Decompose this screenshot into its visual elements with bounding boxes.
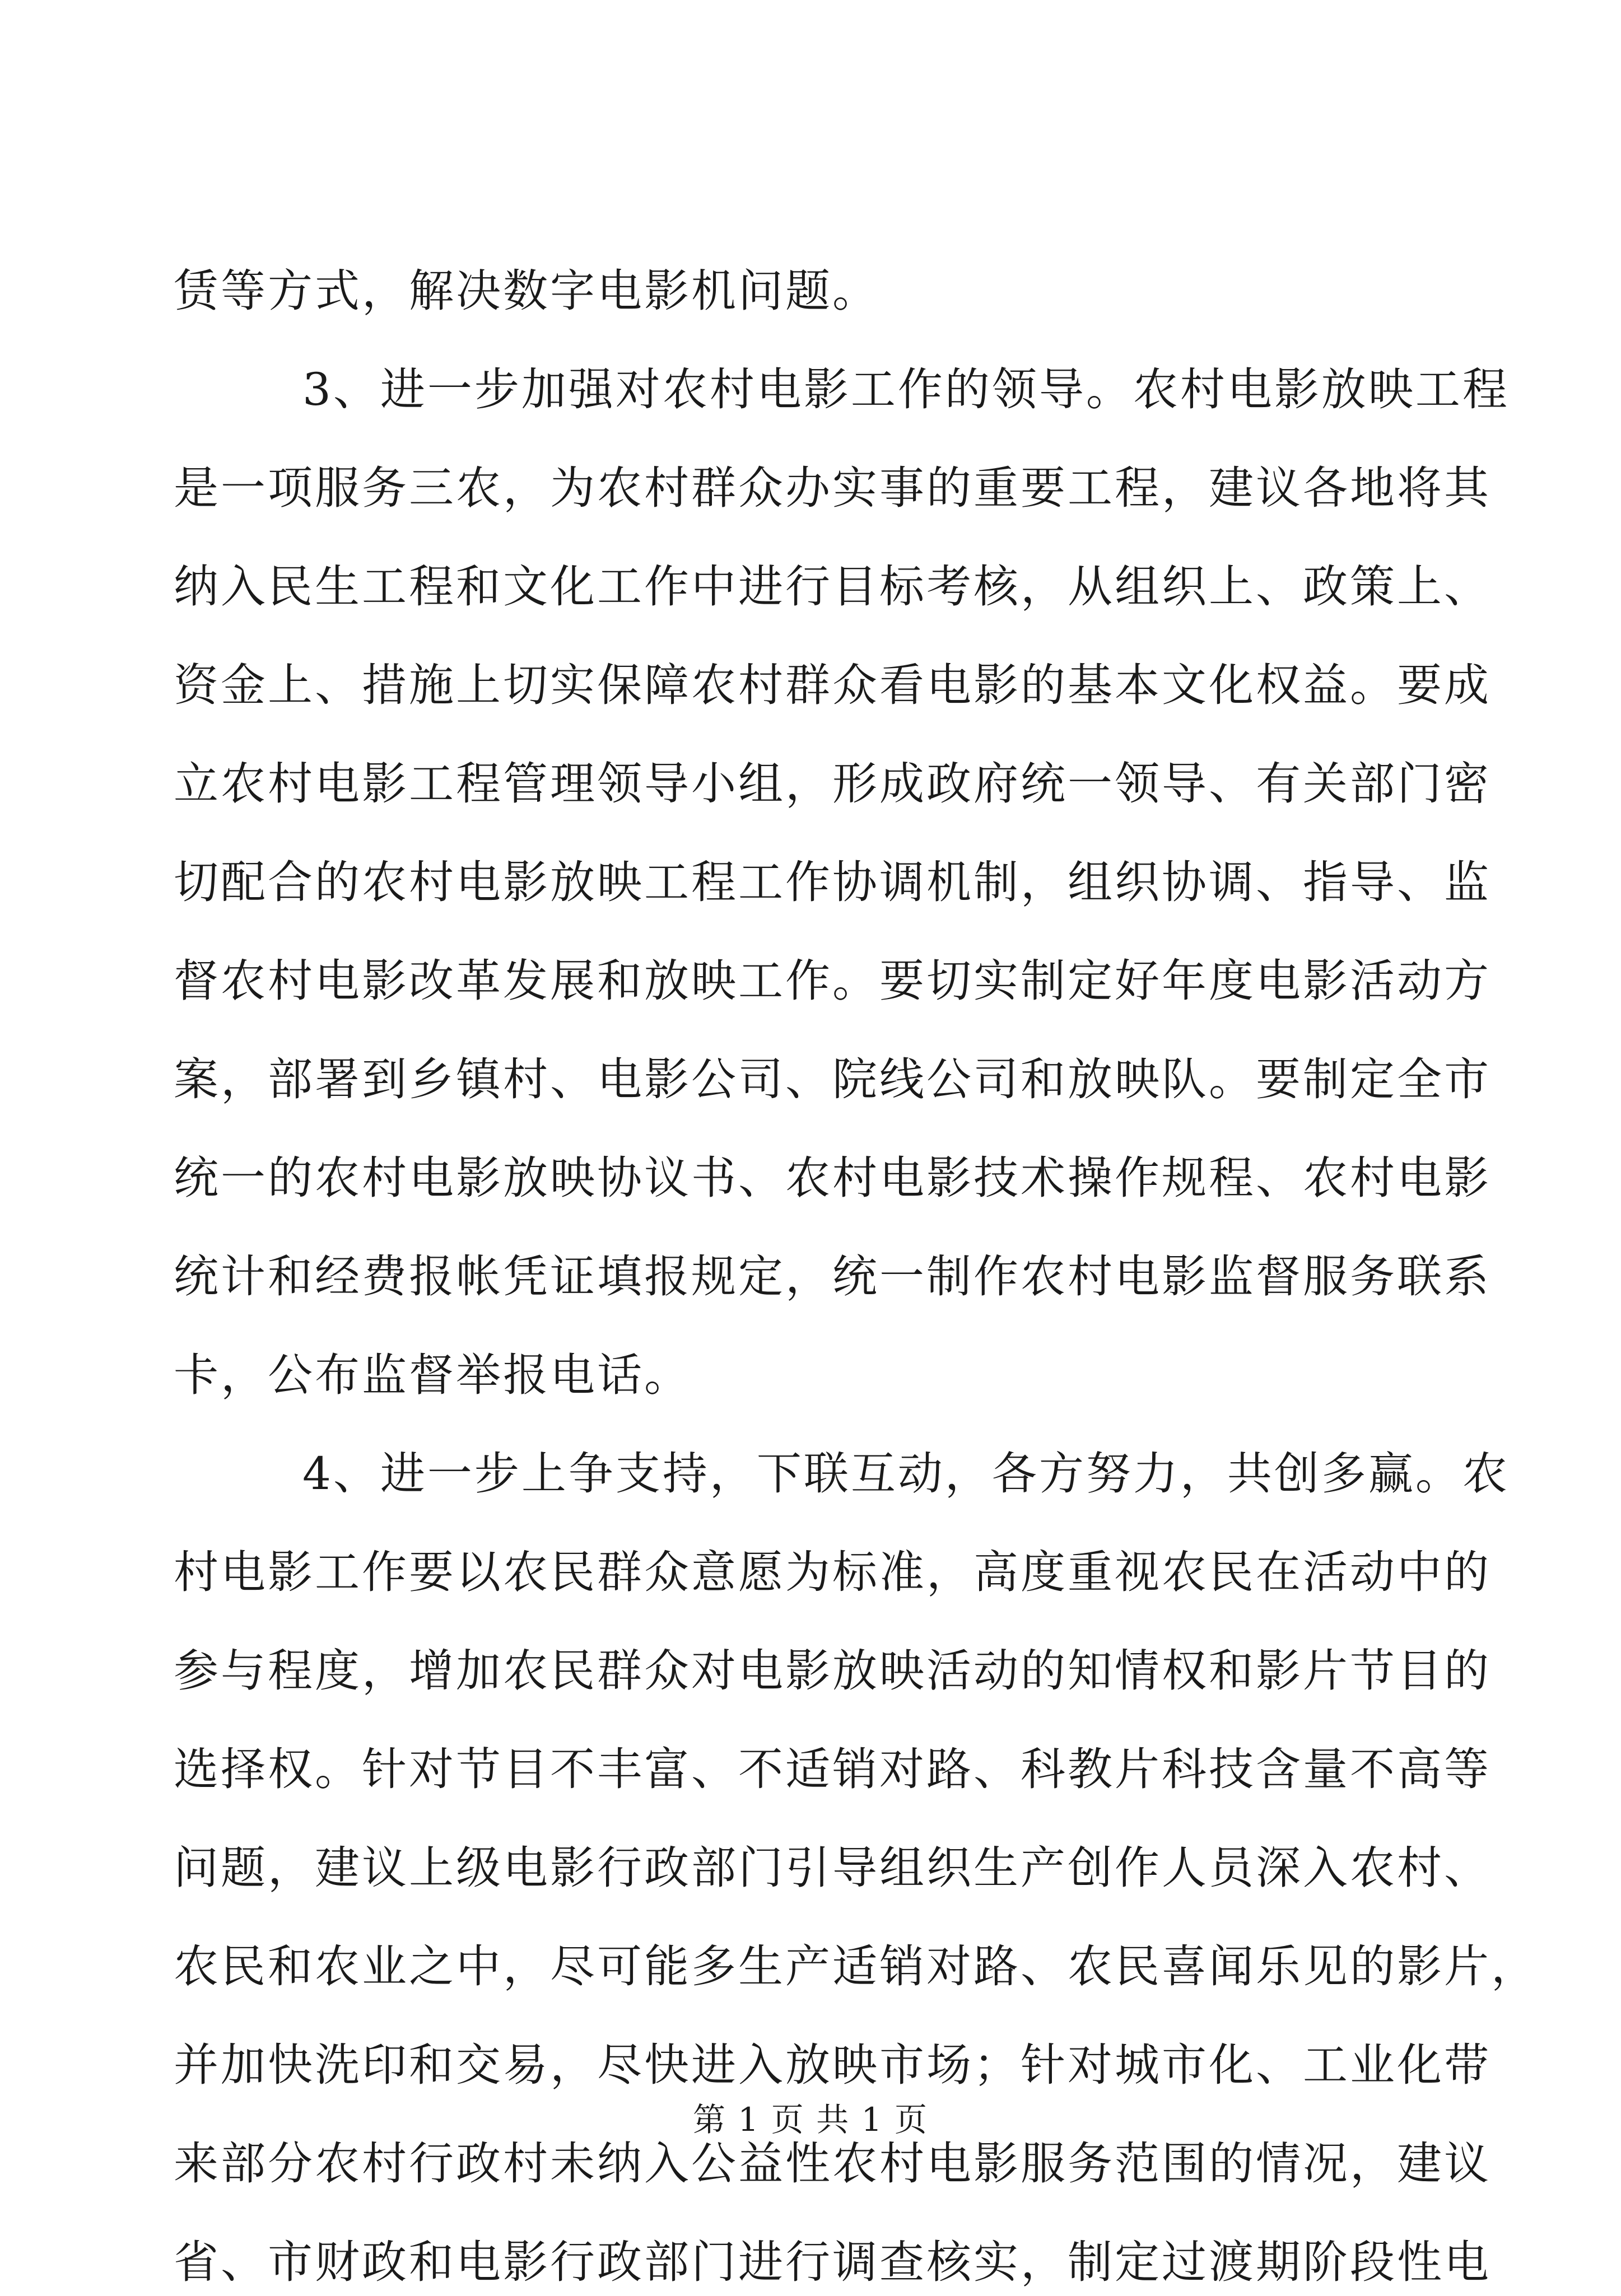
page-number-footer: 第 1 页 共 1 页	[693, 2101, 928, 2139]
text-line: 来部分农村行政村未纳入公益性农村电影服务范围的情况，建议	[174, 2138, 1491, 2190]
text-line: 选择权。针对节目不丰富、不适销对路、科教片科技含量不高等	[174, 1743, 1491, 1795]
text-line: 统一的农村电影放映协议书、农村电影技术操作规程、农村电影	[174, 1152, 1491, 1204]
text-line: 赁等方式，解决数字电影机问题。	[174, 265, 879, 317]
text-line: 农民和农业之中，尽可能多生产适销对路、农民喜闻乐见的影片，	[174, 1940, 1538, 1992]
text-line: 村电影工作要以农民群众意愿为标准，高度重视农民在活动中的	[174, 1546, 1491, 1598]
text-line: 督农村电影改革发展和放映工作。要切实制定好年度电影活动方	[174, 955, 1491, 1007]
paragraph-4-first-line: 4、进一步上争支持，下联互动，各方努力，共创多赢。农	[302, 1448, 1510, 1500]
text-line: 案，部署到乡镇村、电影公司、院线公司和放映队。要制定全市	[174, 1053, 1491, 1105]
text-line: 省、市财政和电影行政部门进行调查核实，制定过渡期阶段性电	[174, 2236, 1491, 2288]
text-line: 卡，公布监督举报电话。	[174, 1349, 691, 1401]
text-line: 问题，建议上级电影行政部门引导组织生产创作人员深入农村、	[174, 1842, 1491, 1894]
paragraph-3-first-line: 3、进一步加强对农村电影工作的领导。农村电影放映工程	[302, 363, 1510, 416]
text-line: 并加快洗印和交易，尽快进入放映市场；针对城市化、工业化带	[174, 2039, 1491, 2091]
text-line: 是一项服务三农，为农村群众办实事的重要工程，建议各地将其	[174, 462, 1491, 514]
text-line: 纳入民生工程和文化工作中进行目标考核，从组织上、政策上、	[174, 561, 1491, 613]
text-line: 参与程度，增加农民群众对电影放映活动的知情权和影片节目的	[174, 1645, 1491, 1697]
text-line: 统计和经费报帐凭证填报规定，统一制作农村电影监督服务联系	[174, 1250, 1491, 1303]
text-line: 切配合的农村电影放映工程工作协调机制，组织协调、指导、监	[174, 856, 1491, 908]
text-line: 立农村电影工程管理领导小组，形成政府统一领导、有关部门密	[174, 758, 1491, 810]
text-line: 资金上、措施上切实保障农村群众看电影的基本文化权益。要成	[174, 659, 1491, 711]
